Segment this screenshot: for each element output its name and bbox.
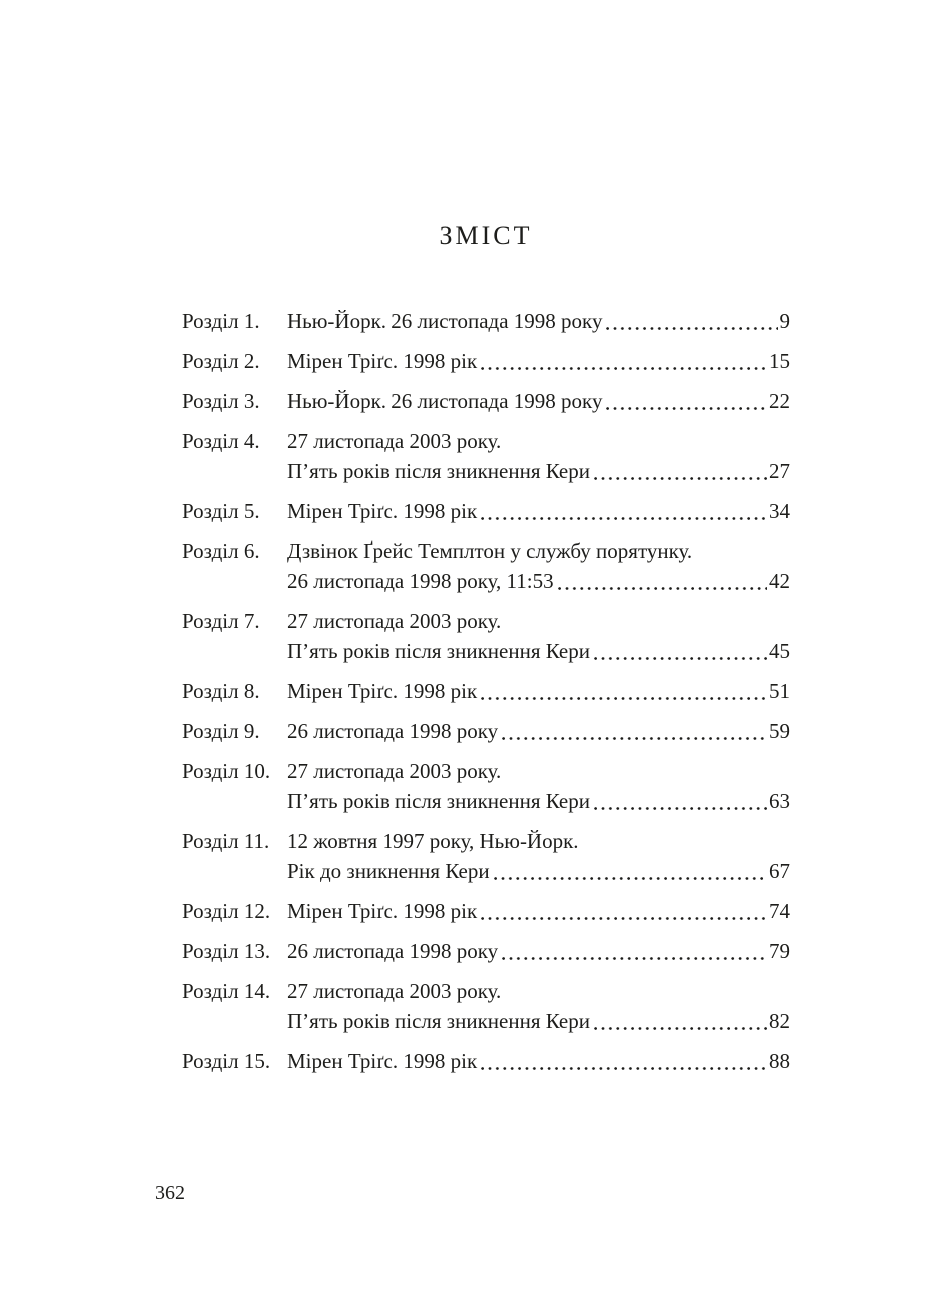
toc-entry-label: Розділ 3. — [182, 389, 260, 413]
toc-entry — [182, 716, 790, 746]
dot-leader — [558, 566, 767, 596]
toc-entry-body — [287, 936, 790, 966]
toc-entry — [182, 426, 790, 486]
toc-entry — [182, 896, 790, 926]
toc-entry — [182, 496, 790, 526]
toc-entry-page: 22 — [769, 389, 790, 413]
toc-entry-page: 59 — [769, 719, 790, 743]
toc-entry-title: 26 листопада 1998 року — [287, 719, 499, 743]
dot-leader — [481, 346, 767, 376]
toc-entry-line: 27 листопада 2003 року. — [287, 979, 502, 1003]
toc-entry-page: 9 — [779, 309, 790, 333]
toc-entry — [182, 306, 790, 336]
dot-leader — [481, 676, 767, 706]
toc-entry — [182, 936, 790, 966]
toc-entry-title: Нью-Йорк. 26 листопада 1998 року — [287, 389, 603, 413]
toc-entry-label: Розділ 1. — [182, 309, 260, 333]
toc-entry-body — [287, 676, 790, 706]
toc-entry — [182, 976, 790, 1036]
toc-entry-line: 12 жовтня 1997 року, Нью-Йорк. — [287, 829, 579, 853]
toc-entry-title: Нью-Йорк. 26 листопада 1998 року — [287, 309, 603, 333]
toc-entry-label: Розділ 11. — [182, 829, 270, 853]
toc-entry-line: 27 листопада 2003 року. — [287, 429, 502, 453]
toc-entry-page: 27 — [769, 459, 790, 483]
toc-entry-body — [287, 976, 790, 1036]
dot-leader — [481, 496, 767, 526]
page-number-footer: 362 — [155, 1182, 185, 1204]
toc-entry-lastline — [287, 1046, 790, 1076]
toc-entry-title: П’ять років після зникнення Кери — [287, 1009, 590, 1033]
dot-leader — [594, 1006, 767, 1036]
toc-entry-lastline — [287, 856, 790, 886]
toc-entry-label: Розділ 8. — [182, 679, 260, 703]
toc-entry — [182, 606, 790, 666]
toc-entry-lastline — [287, 716, 790, 746]
toc-entry-lastline — [287, 896, 790, 926]
toc-entry-lastline — [287, 386, 790, 416]
toc-entry-body — [287, 426, 790, 486]
toc-entry-body — [287, 896, 790, 926]
toc-entry-page: 15 — [769, 349, 790, 373]
toc-entry-lastline — [287, 346, 790, 376]
toc-entry — [182, 676, 790, 706]
dot-leader — [606, 386, 767, 416]
toc-entry-page: 88 — [769, 1049, 790, 1073]
toc-entry-label: Розділ 12. — [182, 899, 271, 923]
toc-entry-page: 67 — [769, 859, 790, 883]
toc-entry-body — [287, 306, 790, 336]
toc-entry — [182, 536, 790, 596]
dot-leader — [481, 1046, 767, 1076]
toc-entry-label: Розділ 9. — [182, 719, 260, 743]
toc-title: ЗМІСТ — [439, 221, 533, 250]
toc-entry-lastline — [287, 456, 790, 486]
toc-entry-label: Розділ 2. — [182, 349, 260, 373]
toc-entry-title: Мірен Тріґс. 1998 рік — [287, 1049, 478, 1073]
toc-entry-title: 26 листопада 1998 року — [287, 939, 499, 963]
toc-list — [182, 306, 790, 1086]
toc-entry-title: Мірен Тріґс. 1998 рік — [287, 349, 478, 373]
toc-entry-page: 79 — [769, 939, 790, 963]
toc-entry-body — [287, 1046, 790, 1076]
toc-entry — [182, 1046, 790, 1076]
toc-entry-page: 74 — [769, 899, 790, 923]
toc-entry — [182, 756, 790, 816]
toc-entry-body — [287, 756, 790, 816]
dot-leader — [594, 786, 767, 816]
toc-entry-label: Розділ 13. — [182, 939, 271, 963]
toc-entry-label: Розділ 7. — [182, 609, 260, 633]
toc-entry-page: 82 — [769, 1009, 790, 1033]
toc-entry-body — [287, 346, 790, 376]
toc-entry-title: Мірен Тріґс. 1998 рік — [287, 899, 478, 923]
toc-entry-page: 45 — [769, 639, 790, 663]
toc-entry-title: Мірен Тріґс. 1998 рік — [287, 679, 478, 703]
toc-entry — [182, 826, 790, 886]
toc-entry-lastline — [287, 496, 790, 526]
dot-leader — [481, 896, 767, 926]
toc-entry-line: 27 листопада 2003 року. — [287, 609, 502, 633]
dot-leader — [502, 936, 767, 966]
toc-entry-body — [287, 716, 790, 746]
dot-leader — [594, 456, 767, 486]
toc-entry-lastline — [287, 676, 790, 706]
toc-entry-line: 27 листопада 2003 року. — [287, 759, 502, 783]
toc-entry-title: 26 листопада 1998 року, 11:53 — [287, 569, 554, 593]
toc-entry-body — [287, 536, 790, 596]
toc-entry-title: Рік до зникнення Кери — [287, 859, 490, 883]
toc-entry-lastline — [287, 636, 790, 666]
dot-leader — [494, 856, 767, 886]
toc-entry — [182, 386, 790, 416]
toc-entry-body — [287, 606, 790, 666]
toc-entry-body — [287, 826, 790, 886]
toc-entry-body — [287, 496, 790, 526]
toc-entry-page: 51 — [769, 679, 790, 703]
toc-entry-title: П’ять років після зникнення Кери — [287, 639, 590, 663]
toc-entry-lastline — [287, 306, 790, 336]
toc-entry-label: Розділ 5. — [182, 499, 260, 523]
toc-entry-title: П’ять років після зникнення Кери — [287, 459, 590, 483]
toc-entry-label: Розділ 4. — [182, 429, 260, 453]
toc-entry-label: Розділ 14. — [182, 979, 271, 1003]
toc-entry-page: 63 — [769, 789, 790, 813]
toc-entry — [182, 346, 790, 376]
toc-entry-title: П’ять років після зникнення Кери — [287, 789, 590, 813]
toc-entry-title: Мірен Тріґс. 1998 рік — [287, 499, 478, 523]
toc-entry-label: Розділ 6. — [182, 539, 260, 563]
toc-entry-page: 42 — [769, 569, 790, 593]
toc-entry-line: Дзвінок Ґрейс Темплтон у службу порятунку. — [287, 539, 693, 563]
toc-entry-lastline — [287, 786, 790, 816]
dot-leader — [606, 306, 777, 336]
toc-entry-label: Розділ 15. — [182, 1049, 271, 1073]
toc-entry-page: 34 — [769, 499, 790, 523]
dot-leader — [594, 636, 767, 666]
toc-entry-lastline — [287, 566, 790, 596]
toc-entry-body — [287, 386, 790, 416]
toc-entry-lastline — [287, 1006, 790, 1036]
dot-leader — [502, 716, 767, 746]
toc-entry-lastline — [287, 936, 790, 966]
toc-entry-label: Розділ 10. — [182, 759, 271, 783]
